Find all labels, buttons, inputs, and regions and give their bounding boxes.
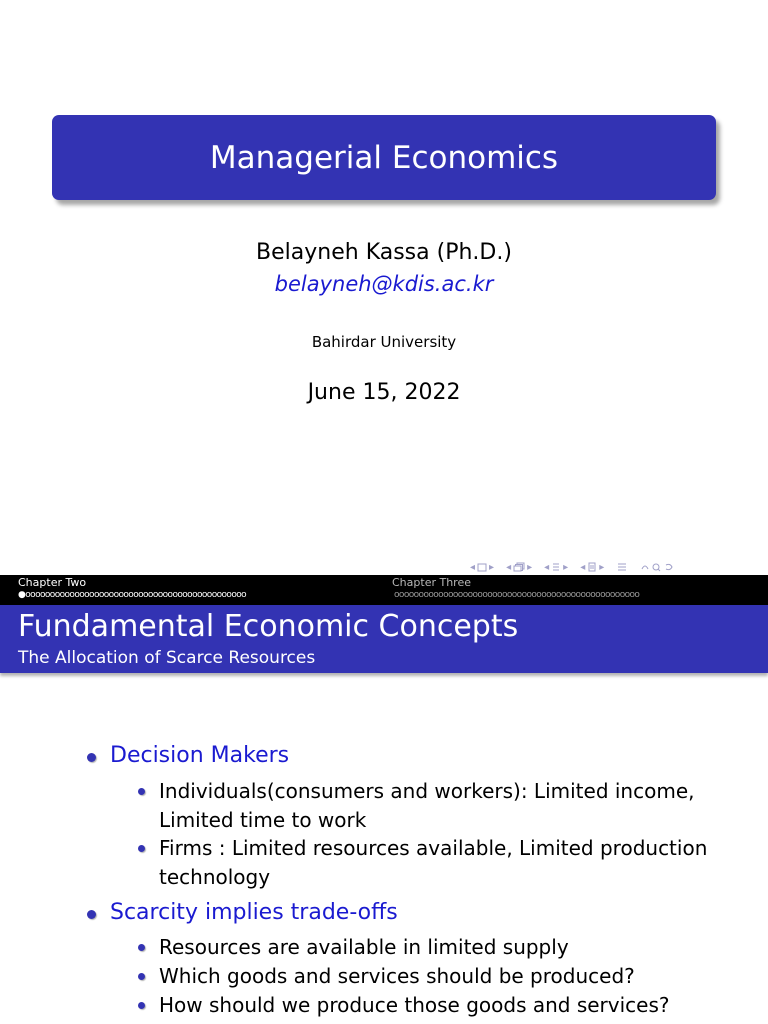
- institution: Bahirdar University: [311, 333, 457, 351]
- nav-subsection-group[interactable]: [506, 562, 532, 573]
- arrow-right-icon[interactable]: ▸: [527, 561, 533, 573]
- frame-icon[interactable]: [477, 563, 487, 572]
- sub-list-item-text: How should we produce those goods and services?: [159, 993, 670, 1017]
- arrow-right-icon[interactable]: ▸: [599, 561, 605, 573]
- sub-list-item-text: Which goods and services should be produced?: [159, 964, 635, 988]
- bullet-icon: [138, 845, 145, 852]
- arrow-left-icon[interactable]: ◂: [470, 561, 476, 573]
- section-navigation-header: [0, 575, 768, 605]
- frame-dots-chapter-three[interactable]: oooooooooooooooooooooooooooooooooooooooooooooooooo: [394, 590, 640, 600]
- presentation-date: June 15, 2022: [307, 380, 461, 405]
- list-item-label: Scarcity implies trade-offs: [110, 900, 398, 925]
- sub-list-item-text: Individuals(consumers and workers): Limited income, Limited time to work: [159, 779, 695, 832]
- content-slide: [0, 575, 768, 1024]
- presentation-title: Managerial Economics: [209, 139, 559, 176]
- bullet-icon: [87, 910, 96, 919]
- section-link-chapter-two[interactable]: Chapter Two: [18, 576, 87, 589]
- arrow-left-icon[interactable]: ◂: [506, 561, 512, 573]
- nav-document-group[interactable]: [580, 562, 604, 573]
- nav-section-group[interactable]: [544, 562, 568, 573]
- list-item-label: Decision Makers: [110, 743, 290, 768]
- search-zoom-icon[interactable]: [640, 562, 676, 572]
- arrow-right-icon[interactable]: ▸: [563, 561, 569, 573]
- bullet-icon: [138, 788, 145, 795]
- bullet-icon: [138, 973, 145, 980]
- sub-list-item-text: Firms : Limited resources available, Limited production technology: [159, 836, 708, 889]
- arrow-left-icon[interactable]: ◂: [580, 561, 586, 573]
- frame-dots-chapter-two[interactable]: ●ooooooooooooooooooooooooooooooooooooooooooooo: [18, 590, 247, 600]
- arrow-left-icon[interactable]: ◂: [544, 561, 550, 573]
- bullet-icon: [87, 753, 96, 762]
- nav-frame-group[interactable]: [470, 562, 494, 573]
- author-email-link[interactable]: belayneh@kdis.ac.kr: [274, 272, 494, 296]
- bullet-icon: [138, 944, 145, 951]
- beamer-navigation-bar: [470, 561, 768, 573]
- title-banner: [52, 115, 716, 200]
- arrow-right-icon[interactable]: ▸: [489, 561, 495, 573]
- frame-title: Fundamental Economic Concepts: [18, 609, 519, 644]
- bullet-icon: [138, 1002, 145, 1009]
- appendix-icon[interactable]: [616, 562, 628, 572]
- frame-subtitle: The Allocation of Scarce Resources: [18, 648, 316, 668]
- section-icon[interactable]: [551, 562, 561, 572]
- subsection-icon[interactable]: [513, 562, 525, 572]
- sub-list-item-text: Resources are available in limited supply: [159, 935, 569, 959]
- document-icon[interactable]: [587, 562, 597, 572]
- frame-title-bar: [0, 605, 768, 673]
- author-name: Belayneh Kassa (Ph.D.): [256, 240, 512, 265]
- section-link-chapter-three[interactable]: Chapter Three: [392, 576, 471, 589]
